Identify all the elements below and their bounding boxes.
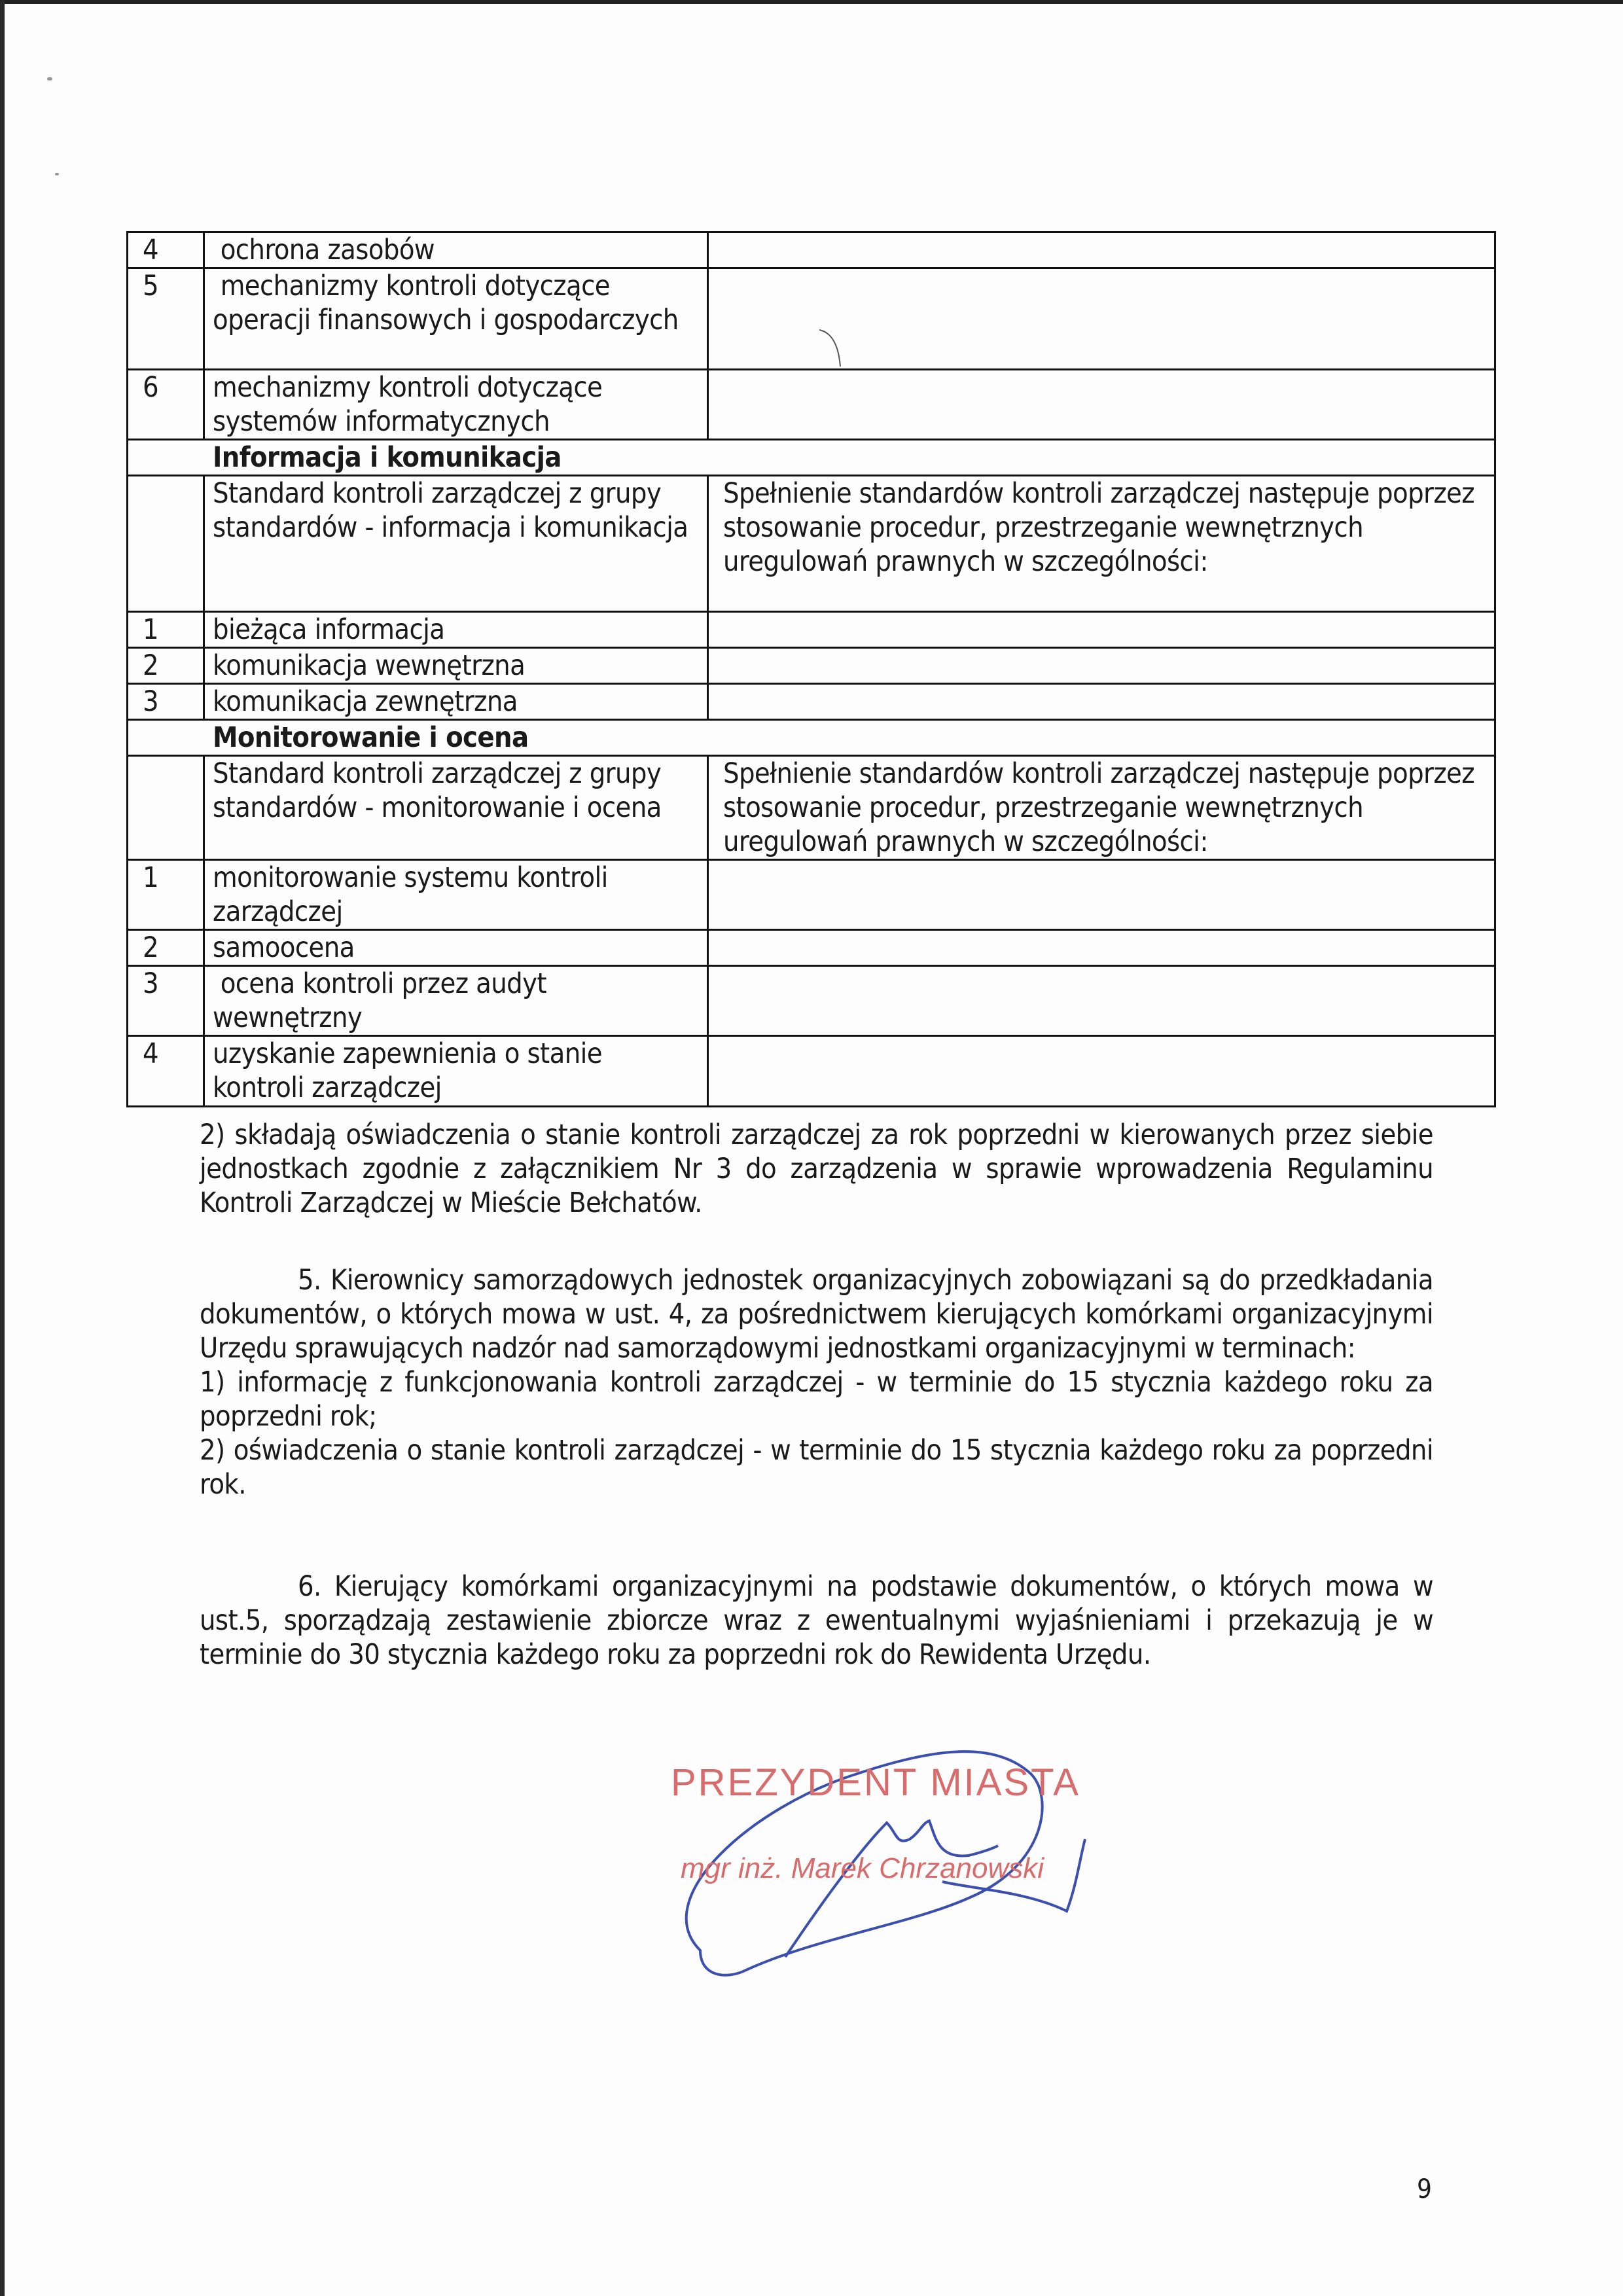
fulfillment-cell — [708, 232, 1495, 268]
standard-label: ocena kontroli przez audyt wewnętrzny — [204, 966, 708, 1036]
section-5 — [200, 1263, 1433, 1501]
table-section-row — [128, 440, 1495, 476]
scan-speck — [55, 173, 59, 175]
fulfillment-header: Spełnienie standardów kontroli zarządczej następuje poprzez stosowanie procedur, przestrzeganie wewnętrznych uregulowań prawnych w szczególności: — [708, 756, 1495, 860]
fulfillment-cell — [708, 648, 1495, 684]
row-number: 2 — [128, 930, 204, 966]
table-row — [128, 930, 1495, 966]
scan-edge-top — [0, 0, 1623, 4]
standard-label: bieżąca informacja — [204, 612, 708, 648]
row-number: 4 — [128, 232, 204, 268]
control-standards-table — [126, 231, 1496, 1107]
table-row — [128, 268, 1495, 370]
item-2-paragraph: 2) składają oświadczenia o stanie kontroli zarządczej za rok poprzedni w kierowanych przez siebie jednostkach zgodnie z załącznikiem Nr 3 do zarządzenia w sprawie wprowadzenia Regulaminu Kontroli Zarządczej w Mieście Bełchatów. — [200, 1119, 1433, 1219]
row-number: 5 — [128, 268, 204, 370]
stamp-title: PREZYDENT MIASTA — [671, 1761, 1080, 1804]
standard-label: Standard kontroli zarządczej z grupy standardów - informacja i komunikacja — [204, 476, 708, 612]
fulfillment-cell — [708, 1036, 1495, 1107]
fulfillment-cell — [708, 930, 1495, 966]
section-6: 6. Kierujący komórkami organizacyjnymi na podstawie dokumentów, o których mowa w ust.5, sporządzają zestawienie zbiorcze wraz z ewentualnymi wyjaśnieniami i przekazują je w terminie do 30 stycznia każdego roku za poprzedni rok do Rewidenta Urzędu. — [200, 1570, 1433, 1671]
table-row — [128, 612, 1495, 648]
section-5-point-1: 1) informację z funkcjonowania kontroli zarządczej - w terminie do 15 stycznia każdego roku za poprzedni rok; — [200, 1366, 1433, 1433]
row-number: 3 — [128, 966, 204, 1036]
standard-label: mechanizmy kontroli dotyczące operacji finansowych i gospodarczych — [204, 268, 708, 370]
scan-speck — [47, 77, 52, 81]
section-5-intro: 5. Kierownicy samorządowych jednostek organizacyjnych zobowiązani są do przedkładania dokumentów, o których mowa w ust. 4, za pośrednictwem kierujących komórkami organizacyjnymi Urzędu sprawujących nadzór nad samorządowymi jednostkami organizacyjnymi w terminach: — [200, 1264, 1433, 1365]
row-number: 1 — [128, 612, 204, 648]
row-number: 1 — [128, 860, 204, 930]
standard-label: samoocena — [204, 930, 708, 966]
page-number: 9 — [1417, 2174, 1432, 2204]
standard-label: monitorowanie systemu kontroli zarządczej — [204, 860, 708, 930]
row-number: 2 — [128, 648, 204, 684]
pen-mark — [818, 327, 870, 373]
section-title: Monitorowanie i ocena — [128, 720, 1495, 756]
standard-label: uzyskanie zapewnienia o stanie kontroli zarządczej — [204, 1036, 708, 1107]
standard-label: ochrona zasobów — [204, 232, 708, 268]
section-title: Informacja i komunikacja — [128, 440, 1495, 476]
standard-label: mechanizmy kontroli dotyczące systemów informatycznych — [204, 370, 708, 440]
row-number: 6 — [128, 370, 204, 440]
standard-label: komunikacja wewnętrzna — [204, 648, 708, 684]
row-number: 3 — [128, 684, 204, 720]
standard-label: Standard kontroli zarządczej z grupy standardów - monitorowanie i ocena — [204, 756, 708, 860]
scan-edge-left — [0, 0, 5, 2296]
fulfillment-cell — [708, 612, 1495, 648]
row-number — [128, 476, 204, 612]
table-row — [128, 684, 1495, 720]
fulfillment-cell — [708, 860, 1495, 930]
table-header-row — [128, 756, 1495, 860]
table-row — [128, 966, 1495, 1036]
table-row — [128, 1036, 1495, 1107]
fulfillment-cell — [708, 370, 1495, 440]
row-number: 4 — [128, 1036, 204, 1107]
section-5-point-2: 2) oświadczenia o stanie kontroli zarządczej - w terminie do 15 stycznia każdego roku za poprzedni rok. — [200, 1434, 1433, 1501]
table-row — [128, 860, 1495, 930]
row-number — [128, 756, 204, 860]
stamp-name: mgr inż. Marek Chrzanowski — [681, 1852, 1044, 1884]
table-row — [128, 232, 1495, 268]
table-row — [128, 370, 1495, 440]
fulfillment-header: Spełnienie standardów kontroli zarządczej następuje poprzez stosowanie procedur, przestrzeganie wewnętrznych uregulowań prawnych w szczególności: — [708, 476, 1495, 612]
table-row — [128, 648, 1495, 684]
standard-label: komunikacja zewnętrzna — [204, 684, 708, 720]
fulfillment-cell — [708, 684, 1495, 720]
table-header-row — [128, 476, 1495, 612]
table-section-row — [128, 720, 1495, 756]
fulfillment-cell — [708, 966, 1495, 1036]
